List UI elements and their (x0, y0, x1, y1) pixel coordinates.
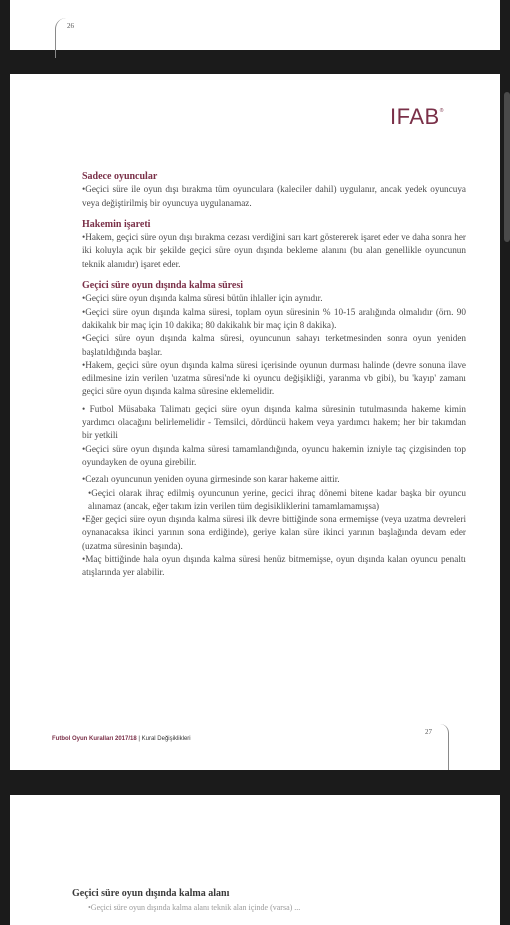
section-only-players (82, 170, 466, 210)
paragraph: •Eğer geçici süre oyun dışında kalma süresi ilk devre bittiğinde sona ermemişse (veya uzatma devreleri oynanacaksa ikinci yarının sona erdiğinde), geriye kalan süre ikinci yarının başlağında devam eder (uzatma süresinin başında). (82, 514, 466, 551)
previous-page (10, 0, 500, 50)
section-referee-signal (82, 218, 466, 271)
page-footer (52, 736, 191, 742)
paragraph: •Geçici süre oyun dışında kalma süresi bütün ihlaller için aynıdır. (82, 293, 323, 304)
current-page (10, 74, 500, 770)
section-heading: Geçici süre oyun dışında kalma alanı (72, 888, 230, 899)
paragraph: •Geçici süre ile oyun dışı bırakma tüm oyunculara (kaleciler dahil) uygulanır, ancak yedek oyuncuya veya değiştirilmiş bir oyuncuya uygulanamaz. (82, 184, 466, 208)
next-page (10, 795, 500, 925)
paragraph: • Futbol Müsabaka Talimatı geçici süre oyun dışında kalma süresinin tutulmasında hakeme kimin yardımcı olacağını belirlemelidir - Temsilci, dördüncü hakem veya yardımcı hakem; her bir takımdan bir yetkili (82, 403, 466, 441)
footer-separator: | (138, 736, 140, 742)
scrollbar[interactable] (504, 92, 510, 242)
page-number: 26 (67, 22, 74, 30)
paragraph: •Hakem, geçici süre oyun dışı bırakma cezası verdiğini sarı kart göstererek işaret eder ve daha sonra her iki koluyla açık bir şekilde geçici süre oyun dışında bekleme alanını (bu alan genellikle oyuncunun teknik alanıdır) işaret eder. (82, 232, 466, 269)
section-heading: Hakemin işareti (82, 218, 151, 230)
paragraph: •Geçici süre oyun dışında kalma süresi, oyuncunun sahayı terketmesinden sonra oyun yeniden başlatıldığında başlar. (82, 333, 466, 357)
page-number: 27 (425, 728, 432, 736)
footer-title: Futbol Oyun Kuralları 2017/18 (52, 736, 137, 742)
paragraph: •Geçici süre oyun dışında kalma süresi, toplam oyun süresinin % 10-15 aralığında olmalıdır (örn. 90 dakikalık bir maç için 10 dakika; 80 dakikalık bir maç için 8 dakika). (82, 306, 466, 330)
section-sin-bin-duration (82, 279, 466, 580)
section-heading: Geçici süre oyun dışında kalma süresi (82, 280, 244, 292)
partial-line: •Geçici süre oyun dışında kalma alanı teknik alan içinde (varsa) ... (88, 903, 301, 912)
paragraph: •Geçici süre oyun dışında kalma süresi tamamlandığında, oyuncu hakemin izniyle taç çizgisinden top oyundayken de oyuna girebilir. (82, 443, 466, 467)
paragraph: •Hakem, geçici süre oyun dışında kalma süresi içerisinde oyunun durması halinde (devre sonuna ilave edilmesine izin verilen 'uzatma süresi'nde ki oyuncu değişikliği, yaranma vb gibi), bu 'kayıp' zamanı geçici süre oyun dışında kalma süresine eklemelidir. (82, 359, 466, 397)
section-heading: Sadece oyuncular (82, 171, 158, 182)
page-corner-curl (440, 724, 449, 770)
page-content (82, 170, 466, 580)
footer-section: Kural Değişiklikleri (141, 736, 191, 742)
paragraph: •Cezalı oyuncunun yeniden oyuna girmesinde son karar hakeme aittir. (82, 474, 340, 485)
page-corner-curl (55, 18, 66, 58)
ifab-logo: IFAB® (390, 104, 444, 129)
paragraph: •Geçici olarak ihraç edilmiş oyuncunun yerine, gecici ihraç dönemi bitene kadar başka bir oyuncu alınamaz (ancak, eğer takım izin verilen tüm degisikliklerini tamamlamamışsa) (88, 487, 466, 511)
paragraph: •Maç bittiğinde hala oyun dışında kalma süresi henüz bitmemişse, oyun dışında kalan oyuncu penaltı atışlarında yer alabilir. (82, 554, 466, 578)
